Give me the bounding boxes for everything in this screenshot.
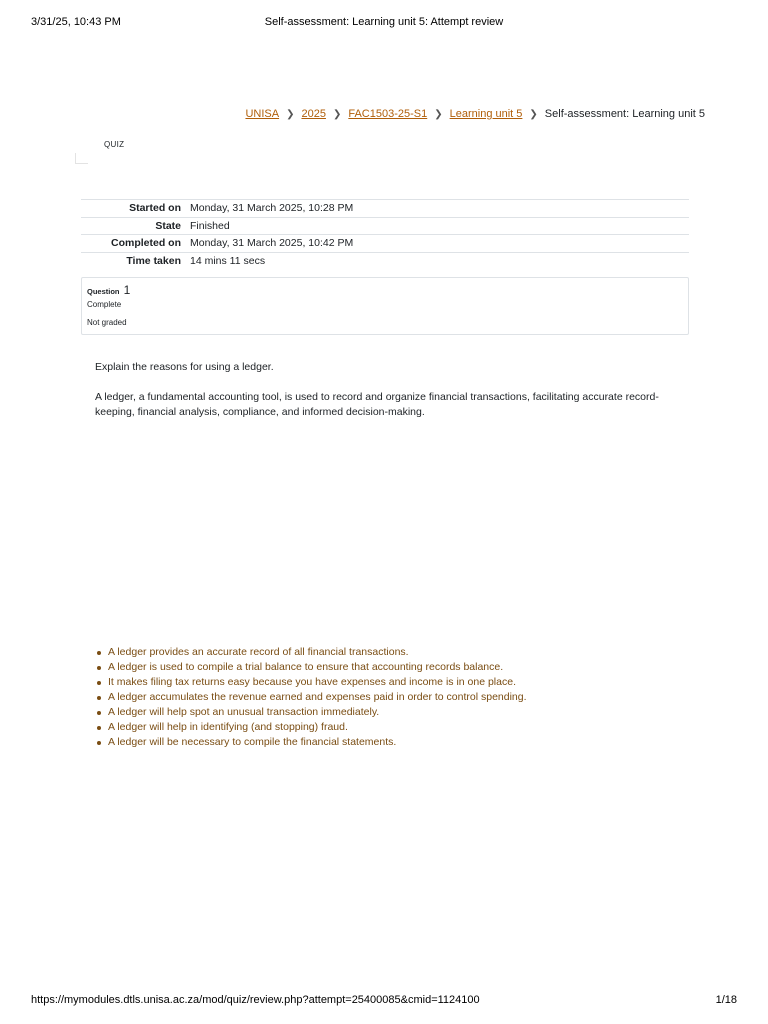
- breadcrumb-link-2025[interactable]: 2025: [301, 108, 326, 120]
- question-info-box: [81, 277, 689, 335]
- print-page-number: 1/18: [715, 994, 737, 1006]
- summary-value: Monday, 31 March 2025, 10:42 PM: [186, 235, 689, 253]
- summary-label: Time taken: [81, 252, 186, 269]
- general-feedback-list: [96, 645, 527, 750]
- question-state: Complete: [87, 300, 122, 309]
- feedback-item: A ledger will help spot an unusual transaction immediately.: [96, 705, 527, 720]
- feedback-item: A ledger accumulates the revenue earned and expenses paid in order to control spending.: [96, 690, 527, 705]
- print-footer: [31, 994, 737, 1010]
- summary-label: State: [81, 217, 186, 235]
- attempt-summary-table: [81, 199, 689, 269]
- feedback-item: A ledger provides an accurate record of all financial transactions.: [96, 645, 527, 660]
- feedback-item: It makes filing tax returns easy because you have expenses and income is in one place.: [96, 675, 527, 690]
- chevron-right-icon: ❯: [434, 108, 443, 120]
- feedback-item: A ledger will be necessary to compile the financial statements.: [96, 735, 527, 750]
- question-number-value: 1: [123, 283, 131, 297]
- activity-type-label: QUIZ: [104, 140, 125, 149]
- summary-row-time-taken: [81, 252, 689, 269]
- student-answer: A ledger, a fundamental accounting tool, is used to record and organize financial transactions, facilitating accurate record-keeping, financial analysis, compliance, and informed decision-making.: [95, 391, 659, 418]
- print-page-title: Self-assessment: Learning unit 5: Attempt review: [264, 16, 504, 28]
- chevron-right-icon: ❯: [529, 108, 538, 120]
- question-label: Question: [87, 287, 120, 296]
- summary-row-started: [81, 200, 689, 218]
- feedback-item: A ledger will help in identifying (and stopping) fraud.: [96, 720, 527, 735]
- breadcrumb-current: Self-assessment: Learning unit 5: [544, 108, 705, 120]
- summary-value: Monday, 31 March 2025, 10:28 PM: [186, 200, 689, 218]
- breadcrumb-link-course[interactable]: FAC1503-25-S1: [348, 108, 428, 120]
- print-url: https://mymodules.dtls.unisa.ac.za/mod/quiz/review.php?attempt=25400085&cmid=1124100: [31, 994, 480, 1006]
- print-datetime: 3/31/25, 10:43 PM: [31, 16, 121, 28]
- summary-row-completed: [81, 235, 689, 253]
- question-text: Explain the reasons for using a ledger.: [95, 361, 274, 373]
- breadcrumb-link-learning-unit[interactable]: Learning unit 5: [449, 108, 523, 120]
- breadcrumb-link-unisa[interactable]: UNISA: [245, 108, 280, 120]
- quiz-icon: [75, 153, 88, 164]
- chevron-right-icon: ❯: [286, 108, 295, 120]
- summary-row-state: [81, 217, 689, 235]
- feedback-item: A ledger is used to compile a trial balance to ensure that accounting records balance.: [96, 660, 527, 675]
- print-header: [31, 16, 737, 32]
- summary-label: Completed on: [81, 235, 186, 253]
- summary-value: 14 mins 11 secs: [186, 252, 689, 269]
- summary-value: Finished: [186, 217, 689, 235]
- breadcrumb: [245, 108, 705, 120]
- summary-label: Started on: [81, 200, 186, 218]
- question-number: [87, 283, 130, 297]
- question-grade: Not graded: [87, 318, 127, 327]
- chevron-right-icon: ❯: [332, 108, 342, 120]
